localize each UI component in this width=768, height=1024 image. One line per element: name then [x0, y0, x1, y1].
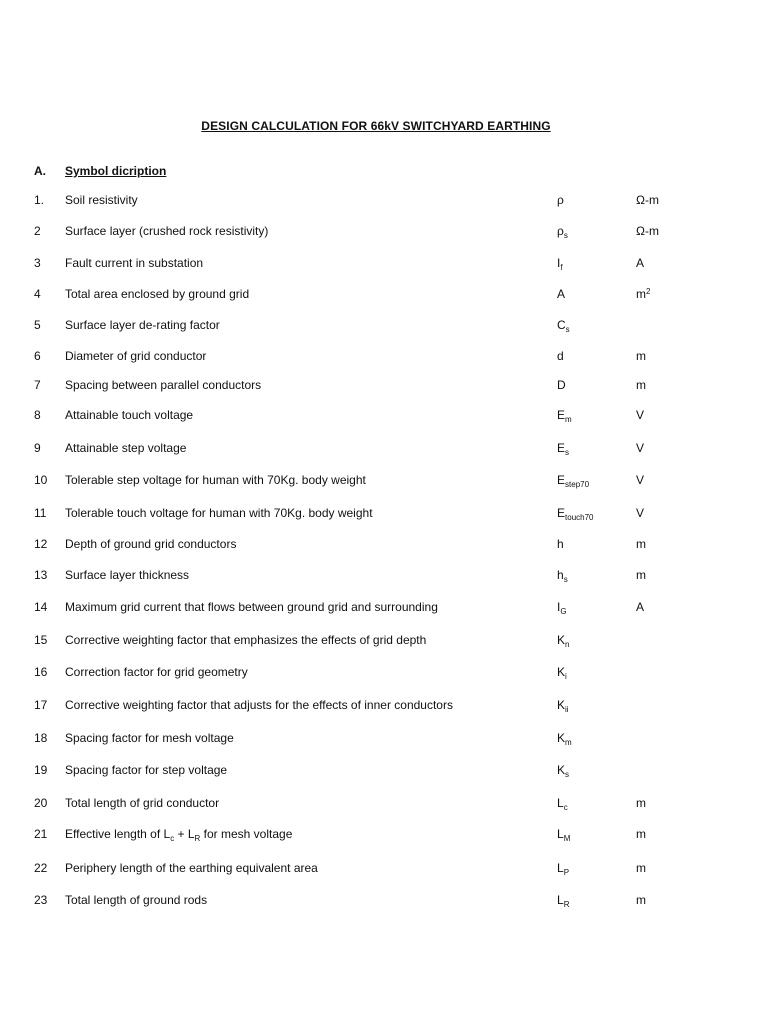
symbol-subscript: s — [565, 448, 570, 457]
list-item — [0, 665, 768, 683]
list-item — [0, 537, 768, 555]
symbol-subscript: step70 — [565, 480, 590, 489]
unit-text: V — [636, 473, 645, 487]
item-symbol — [557, 763, 569, 777]
symbol-subscript: m — [565, 415, 572, 424]
unit-text: m — [636, 796, 646, 810]
item-symbol — [557, 473, 589, 487]
list-item — [0, 349, 768, 367]
item-number: 22 — [34, 861, 48, 875]
list-item — [0, 633, 768, 651]
unit-text: m — [636, 568, 646, 582]
item-symbol — [557, 568, 568, 582]
list-item — [0, 861, 768, 879]
unit-text: V — [636, 441, 645, 455]
list-item — [0, 568, 768, 586]
item-symbol — [557, 600, 567, 614]
list-item — [0, 893, 768, 911]
symbol-subscript: R — [563, 900, 570, 909]
item-unit — [636, 349, 646, 363]
symbol-subscript: c — [563, 803, 568, 812]
item-unit — [636, 378, 646, 392]
symbol-letter: h — [557, 568, 564, 582]
symbol-letter: A — [557, 287, 566, 301]
item-unit — [636, 473, 644, 487]
list-item — [0, 506, 768, 524]
unit-text: Ω-m — [636, 224, 659, 238]
item-number: 11 — [34, 506, 47, 520]
item-symbol — [557, 893, 569, 907]
item-number: 9 — [34, 441, 41, 455]
item-description: Tolerable step voltage for human with 70Kg. body weight — [65, 473, 366, 487]
item-symbol — [557, 408, 572, 422]
item-description: Corrective weighting factor that emphasizes the effects of grid depth — [65, 633, 427, 647]
unit-text: m — [636, 349, 646, 363]
item-number: 2 — [34, 224, 41, 238]
item-description: Attainable step voltage — [65, 441, 187, 455]
list-item — [0, 473, 768, 491]
item-description: Corrective weighting factor that adjusts for the effects of inner conductors — [65, 698, 453, 712]
item-symbol — [557, 441, 569, 455]
item-description: Total length of ground rods — [65, 893, 208, 907]
item-description: Total length of grid conductor — [65, 796, 220, 810]
unit-text: m — [636, 861, 646, 875]
symbol-subscript: n — [565, 640, 570, 649]
item-unit — [636, 224, 659, 238]
list-item — [0, 763, 768, 781]
item-symbol — [557, 731, 572, 745]
item-symbol — [557, 224, 568, 238]
item-unit — [636, 287, 650, 301]
item-unit — [636, 600, 644, 614]
symbol-letter: I — [557, 256, 561, 270]
unit-text: m — [636, 378, 646, 392]
item-number: 7 — [34, 378, 41, 392]
section-title: Symbol dicription — [65, 164, 167, 178]
symbol-letter: E — [557, 441, 566, 455]
symbol-subscript: ii — [565, 705, 569, 714]
list-item — [0, 287, 768, 305]
item-description: Diameter of grid conductor — [65, 349, 207, 363]
item-description: Correction factor for grid geometry — [65, 665, 248, 679]
item-description: Surface layer (crushed rock resistivity) — [65, 224, 269, 238]
symbol-letter: K — [557, 633, 566, 647]
item-number: 4 — [34, 287, 41, 301]
item-description: Periphery length of the earthing equivalent area — [65, 861, 318, 875]
symbol-letter: E — [557, 408, 566, 422]
description-subscript: R — [194, 834, 201, 843]
item-number: 15 — [34, 633, 48, 647]
item-number: 1. — [34, 193, 45, 207]
symbol-subscript: G — [560, 607, 567, 616]
item-description — [65, 827, 292, 841]
document-title: DESIGN CALCULATION FOR 66kV SWITCHYARD EARTHING — [201, 119, 551, 133]
item-description: Surface layer de-rating factor — [65, 318, 220, 332]
item-description: Surface layer thickness — [65, 568, 190, 582]
item-symbol — [557, 861, 569, 875]
list-item — [0, 441, 768, 459]
item-description: Total area enclosed by ground grid — [65, 287, 250, 301]
list-item — [0, 378, 768, 396]
list-item — [0, 318, 768, 336]
item-number: 16 — [34, 665, 48, 679]
symbol-subscript: M — [563, 834, 571, 843]
description-text: Effective length of L — [65, 827, 171, 841]
item-symbol — [557, 287, 565, 301]
symbol-letter: ρ — [557, 224, 564, 238]
item-symbol — [557, 633, 569, 647]
item-description: Fault current in substation — [65, 256, 204, 270]
item-symbol — [557, 796, 568, 810]
item-description: Maximum grid current that flows between ground grid and surrounding — [65, 600, 438, 614]
list-item — [0, 796, 768, 814]
item-description: Spacing factor for step voltage — [65, 763, 228, 777]
item-symbol — [557, 827, 570, 841]
list-item — [0, 408, 768, 426]
item-number: 23 — [34, 893, 48, 907]
item-description: Soil resistivity — [65, 193, 138, 207]
symbol-letter: I — [557, 600, 561, 614]
item-symbol — [557, 537, 564, 551]
symbol-letter: L — [557, 796, 564, 810]
symbol-letter: h — [557, 537, 564, 551]
item-symbol — [557, 506, 593, 520]
unit-text: Ω-m — [636, 193, 659, 207]
description-text: for mesh voltage — [200, 827, 293, 841]
item-number: 5 — [34, 318, 41, 332]
list-item — [0, 731, 768, 749]
item-unit — [636, 193, 659, 207]
item-symbol — [557, 665, 567, 679]
symbol-subscript: i — [565, 672, 567, 681]
item-unit — [636, 893, 646, 907]
symbol-subscript: m — [565, 738, 572, 747]
section-letter: A. — [34, 164, 46, 178]
symbol-letter: ρ — [557, 193, 564, 207]
unit-text: A — [636, 600, 645, 614]
unit-text: m — [636, 893, 646, 907]
list-item — [0, 827, 768, 845]
symbol-subscript: s — [565, 325, 570, 334]
item-number: 18 — [34, 731, 48, 745]
item-unit — [636, 408, 644, 422]
list-item — [0, 600, 768, 618]
item-unit — [636, 537, 646, 551]
item-description: Tolerable touch voltage for human with 70Kg. body weight — [65, 506, 373, 520]
symbol-subscript: s — [565, 770, 570, 779]
item-number: 12 — [34, 537, 48, 551]
item-unit — [636, 506, 644, 520]
unit-superscript: 2 — [646, 287, 651, 296]
item-number: 19 — [34, 763, 48, 777]
unit-text: V — [636, 506, 645, 520]
item-description: Spacing between parallel conductors — [65, 378, 262, 392]
item-number: 3 — [34, 256, 41, 270]
item-unit — [636, 861, 646, 875]
symbol-subscript: s — [563, 231, 568, 240]
item-number: 6 — [34, 349, 41, 363]
unit-text: V — [636, 408, 645, 422]
list-item — [0, 224, 768, 242]
item-number: 13 — [34, 568, 48, 582]
item-symbol — [557, 349, 564, 363]
item-description: Attainable touch voltage — [65, 408, 194, 422]
item-number: 21 — [34, 827, 48, 841]
symbol-subscript: P — [563, 868, 570, 877]
item-number: 17 — [34, 698, 48, 712]
unit-text: A — [636, 256, 645, 270]
item-unit — [636, 256, 644, 270]
list-item — [0, 193, 768, 211]
symbol-subscript: touch70 — [565, 513, 594, 522]
item-number: 10 — [34, 473, 48, 487]
symbol-letter: K — [557, 665, 566, 679]
item-symbol — [557, 698, 569, 712]
symbol-letter: K — [557, 698, 566, 712]
unit-text: m — [636, 537, 646, 551]
item-number: 8 — [34, 408, 41, 422]
symbol-letter: L — [557, 893, 564, 907]
symbol-letter: E — [557, 506, 566, 520]
symbol-letter: D — [557, 378, 566, 392]
item-unit — [636, 827, 646, 841]
unit-text: m — [636, 287, 646, 301]
symbol-letter: L — [557, 827, 564, 841]
symbol-letter: d — [557, 349, 564, 363]
item-unit — [636, 796, 646, 810]
item-symbol — [557, 378, 566, 392]
symbol-subscript: s — [563, 575, 568, 584]
item-description: Depth of ground grid conductors — [65, 537, 237, 551]
symbol-letter: K — [557, 763, 566, 777]
item-symbol — [557, 256, 563, 270]
item-number: 14 — [34, 600, 48, 614]
symbol-letter: E — [557, 473, 566, 487]
item-symbol — [557, 193, 564, 207]
list-item — [0, 698, 768, 716]
symbol-letter: L — [557, 861, 564, 875]
unit-text: m — [636, 827, 646, 841]
item-unit — [636, 568, 646, 582]
symbol-letter: K — [557, 731, 566, 745]
item-unit — [636, 441, 644, 455]
item-number: 20 — [34, 796, 48, 810]
description-subscript: c — [170, 834, 175, 843]
item-symbol — [557, 318, 570, 332]
description-text: + L — [174, 827, 195, 841]
symbol-subscript: f — [560, 263, 563, 272]
symbol-letter: C — [557, 318, 566, 332]
item-description: Spacing factor for mesh voltage — [65, 731, 234, 745]
list-item — [0, 256, 768, 274]
